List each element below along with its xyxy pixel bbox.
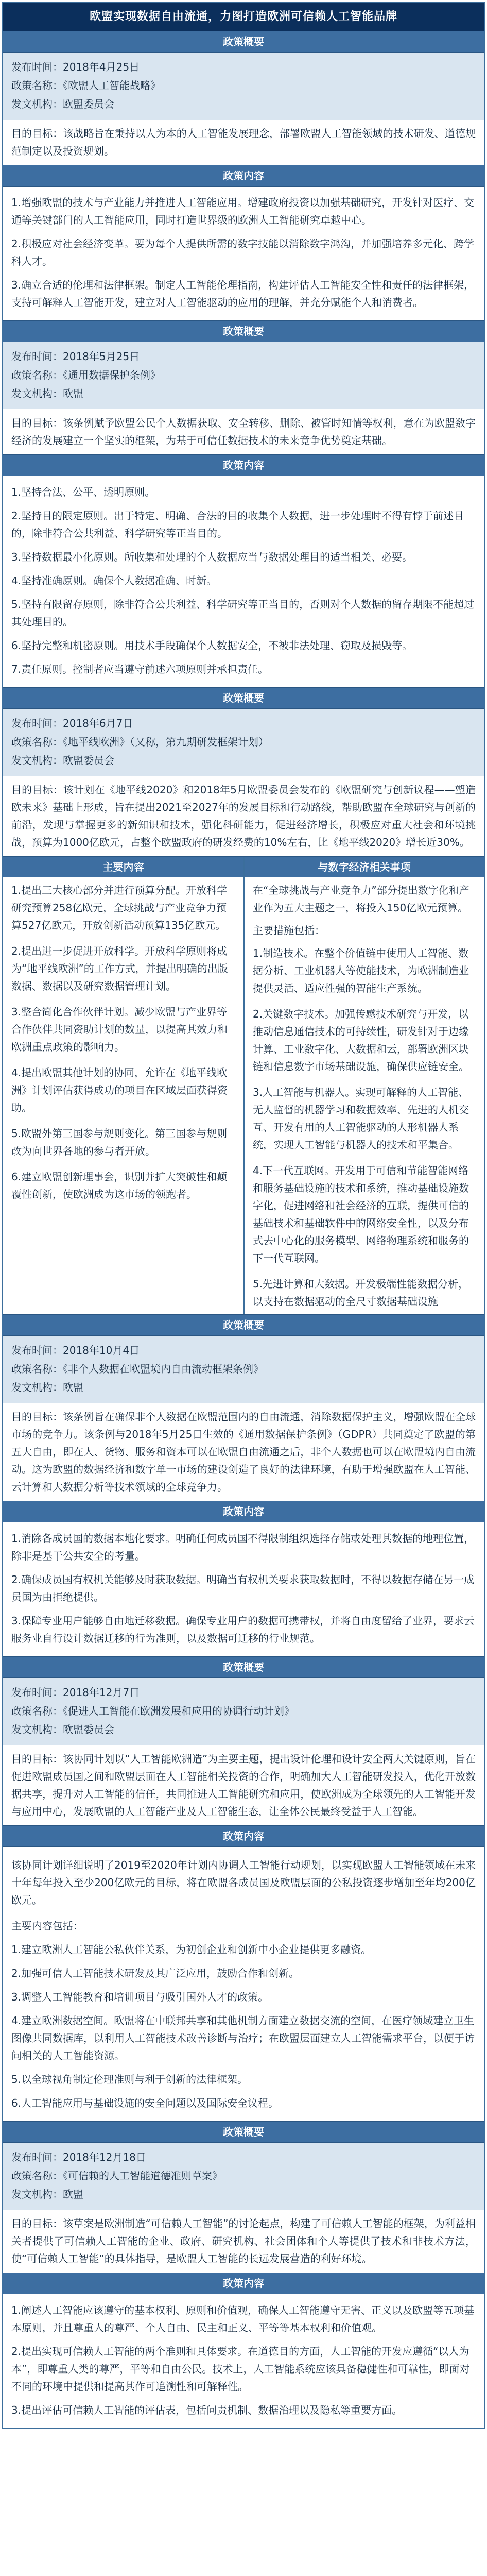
items-label: 主要内容包括： bbox=[11, 1920, 83, 1932]
content-item: 2.确保成员国有权机关能够及时获取数据。明确当有权机关要求获取数据时，不得以数据存储在另一成员国为由拒绝提供。 bbox=[11, 1573, 475, 1603]
policy-meta bbox=[3, 1336, 484, 1403]
issuing-agency: 发文机构：欧盟 bbox=[11, 387, 83, 400]
policy-name: 政策名称：《欧盟人工智能战略》 bbox=[11, 79, 161, 92]
policy-name: 政策名称：《通用数据保护条例》 bbox=[11, 369, 161, 381]
publish-date: 发布时间：2018年12月7日 bbox=[11, 1686, 140, 1699]
plan-detail: 该协同计划详细说明了2019至2020年计划内协调人工智能行动规划，以实现欧盟人工智能领域在未来十年每年投入至少200亿欧元的目标，将在欧盟各成员国及欧盟层面的公私投资逐步增加至年均200亿欧元。 bbox=[11, 1859, 476, 1906]
issuing-agency: 发文机构：欧盟委员会 bbox=[11, 98, 114, 110]
policy-objective: 目的目标：该草案是欧洲制造“可信赖人工智能”的讨论起点，构建了可信赖人工智能的框架，为利益相关者提供了可信赖人工智能的企业、政府、研究机构、社会团体和个人等提供了技术和非技术方法，使“可信赖人工智能”的具体指导，是欧盟人工智能的长远发展营造的利好环境。 bbox=[11, 2217, 476, 2265]
content-item: 2.坚持目的限定原则。出于特定、明确、合法的目的收集个人数据，进一步处理时不得有悖于前述目的，除非符合公共利益、科学研究等正当目的。 bbox=[11, 510, 464, 539]
content-item: 4.坚持准确原则。确保个人数据准确、时新。 bbox=[11, 574, 217, 587]
content-item: 1.坚持合法、公平、透明原则。 bbox=[11, 486, 155, 498]
content-item: 3.调整人工智能教育和培训项目与吸引国外人才的政策。 bbox=[11, 1991, 269, 2003]
digital-economy-intro: 在“全球挑战与产业竞争力”部分提出数字化和产业作为五大主题之一，将投入150亿欧元预算。 bbox=[253, 884, 469, 914]
policy-meta bbox=[3, 1678, 484, 1745]
summary-band-heading: 政策概要 bbox=[3, 320, 484, 342]
content-item: 1.增强欧盟的技术与产业能力并推进人工智能应用。增建政府投资以加强基础研究，开发针对医疗、交通等关键部门的人工智能应用，同时打造世界级的欧洲人工智能研究卓越中心。 bbox=[11, 196, 475, 226]
policy-name: 政策名称：《地平线欧洲》（又称，第九期研发框架计划） bbox=[11, 736, 269, 748]
digital-economy-column bbox=[243, 857, 484, 1314]
content-item: 3.确立合适的伦理和法律框架。制定人工智能伦理指南，构建评估人工智能安全性和责任的法律框架，支持可解释人工智能开发，建立对人工智能驱动的应用的理解，并充分赋能个人和消费者。 bbox=[11, 279, 475, 309]
content-item: 7.责任原则。控制者应当遵守前述六项原则并承担责任。 bbox=[11, 663, 269, 675]
summary-band-heading: 政策概要 bbox=[3, 1314, 484, 1336]
policy-meta bbox=[3, 2143, 484, 2210]
publish-date: 发布时间：2018年6月7日 bbox=[11, 717, 133, 730]
policy-objective: 目的目标：该协同计划以“人工智能欧洲造”为主要主题，提出设计伦理和设计安全两大关键原则，旨在促进欧盟成员国之间和欧盟层面在人工智能相关投资的合作，明确加大人工智能研发投入，优化开放数据共享，提升对人工智能的信任，共同推进人工智能研究和应用，使欧洲成为全球领先的人工智能开发与应用中心，发展欧盟的人工智能产业及人工智能生态，让全体公民最终受益于人工智能。 bbox=[11, 1753, 476, 1818]
content-list bbox=[3, 187, 484, 320]
content-item: 1.提出三大核心部分并进行预算分配。开放科学研究预算258亿欧元，全球挑战与产业竞争力预算527亿欧元，开放创新活动预算135亿欧元。 bbox=[11, 884, 228, 931]
digital-economy-heading: 与数字经济相关事项 bbox=[245, 857, 484, 877]
policy-section bbox=[3, 1314, 484, 1656]
publish-date: 发布时间：2018年10月4日 bbox=[11, 1344, 140, 1357]
measure-item: 5.先进计算和大数据。开发极端性能数据分析，以支持在数据驱动的全尺寸数据基础设施 bbox=[253, 1278, 469, 1308]
policy-objective: 目的目标：该条例旨在确保非个人数据在欧盟范围内的自由流通，消除数据保护主义，增强欧盟在全球市场的竞争力。该条例与2018年5月25日生效的《通用数据保护条例》（GDPR）共同奠定了欧盟的第五大自由，即在人、货物、服务和资本可以在欧盟自由流通之后，非个人数据也可以在欧盟境内自由流动。这为欧盟的数据经济和数字单一市场的建设创造了良好的法律环境，有助于增强欧盟在人工智能、云计算和大数据分析等技术领域的全球竞争力。 bbox=[11, 1411, 476, 1493]
policy-objective: 目的目标：该条例赋予欧盟公民个人数据获取、安全转移、删除、被管时知情等权利，意在为欧盟数字经济的发展建立一个坚实的框架，为基于可信任数据技术的未来竞争优势奠定基础。 bbox=[11, 417, 476, 447]
policy-name: 政策名称：《可信赖的人工智能道德准则草案》 bbox=[11, 2170, 222, 2182]
content-list bbox=[3, 476, 484, 687]
policy-meta bbox=[3, 709, 484, 776]
page-title: 欧盟实现数据自由流通，力图打造欧洲可信赖人工智能品牌 bbox=[3, 3, 484, 31]
content-item: 2.积极应对社会经济变革。要为每个人提供所需的数字技能以消除数字鸿沟，并加强培养多元化、跨学科人才。 bbox=[11, 238, 475, 267]
policy-name: 政策名称：《非个人数据在欧盟境内自由流动框架条例》 bbox=[11, 1363, 264, 1375]
content-item: 5.坚持有限留存原则，除非符合公共利益、科学研究等正当目的，否则对个人数据的留存期限不能超过其处理目的。 bbox=[11, 598, 475, 628]
summary-band-heading: 政策概要 bbox=[3, 687, 484, 709]
summary-band-heading: 政策概要 bbox=[3, 31, 484, 53]
content-band-heading: 政策内容 bbox=[3, 2273, 484, 2294]
content-item: 6.坚持完整和机密原则。用技术手段确保个人数据安全，不被非法处理、窃取及损毁等。 bbox=[11, 639, 413, 652]
content-item: 1.阐述人工智能应该遵守的基本权利、原则和价值观，确保人工智能遵守无害、正义以及欧盟等五项基本原则，并且尊重人的尊严、个人自由、民主和正义、平等等基本权利和价值观。 bbox=[11, 2304, 475, 2334]
content-item: 3.提出评估可信赖人工智能的评估表，包括问责机制、数据治理以及隐私等重要方面。 bbox=[11, 2404, 403, 2416]
content-band-heading: 政策内容 bbox=[3, 454, 484, 476]
content-item: 5.欧盟外第三国参与规则变化。第三国参与规则改为向世界各地的参与者开放。 bbox=[11, 1127, 228, 1157]
content-item: 2.加强可信人工智能技术研发及其广泛应用，鼓励合作和创新。 bbox=[11, 1967, 300, 1979]
policy-section bbox=[3, 2121, 484, 2428]
content-item: 1.消除各成员国的数据本地化要求。明确任何成员国不得限制组织选择存储或处理其数据的地理位置，除非是基于公共安全的考量。 bbox=[11, 1532, 475, 1562]
policy-objective: 目的目标：该战略旨在秉持以人为本的人工智能发展理念，部署欧盟人工智能领域的技术研发、道德规范制定以及投资规划。 bbox=[11, 127, 476, 157]
issuing-agency: 发文机构：欧盟 bbox=[11, 1381, 83, 1394]
policy-infographic bbox=[2, 2, 485, 2429]
content-band-heading: 政策内容 bbox=[3, 1825, 484, 1847]
content-item: 5.以全球视角制定伦理准则与利于创新的法律框架。 bbox=[11, 2073, 248, 2086]
publish-date: 发布时间：2018年4月25日 bbox=[11, 61, 140, 73]
content-list bbox=[3, 1522, 484, 1656]
issuing-agency: 发文机构：欧盟委员会 bbox=[11, 1723, 114, 1736]
content-item: 4.提出欧盟其他计划的协同，允许在《地平线欧洲》计划评估获得成功的项目在区域层面获得资助。 bbox=[11, 1066, 228, 1114]
publish-date: 发布时间：2018年12月18日 bbox=[11, 2151, 146, 2163]
main-content-heading: 主要内容 bbox=[3, 857, 243, 877]
policy-section bbox=[3, 31, 484, 320]
content-item: 1.建立欧洲人工智能公私伙伴关系，为初创企业和创新中小企业提供更多融资。 bbox=[11, 1943, 372, 1956]
publish-date: 发布时间：2018年5月25日 bbox=[11, 350, 140, 363]
measure-item: 1.制造技术。在整个价值链中使用人工智能、数据分析、工业机器人等使能技术，为欧洲制造业提供灵活、适应性强的智能生产系统。 bbox=[253, 947, 469, 994]
policy-objective: 目的目标：该计划在《地平线2020》和2018年5月欧盟委员会发布的《欧盟研究与创新议程——塑造欧未来》基础上形成，旨在提出2021至2027年的发展目标和行动路线，帮助欧盟在全球研究与创新的前沿，发现与掌握更多的新知识和技术，强化科研能力，促进经济增长，积极应对重大社会和环境挑战，预算为1000亿欧元，占整个欧盟政府的研发经费的10%左右，比《地平线2020》增长近30%。 bbox=[11, 784, 476, 849]
issuing-agency: 发文机构：欧盟 bbox=[11, 2188, 83, 2200]
measure-item: 3.人工智能与机器人。实现可解释的人工智能、无人监督的机器学习和数据效率、先进的人机交互、开发有用的人工智能驱动的人形机器人系统，实现人工智能与机器人的技术和平集合。 bbox=[253, 1086, 469, 1151]
content-item: 6.建立欧盟创新理事会，识别并扩大突破性和颠覆性创新，使欧洲成为这市场的领跑者。 bbox=[11, 1171, 228, 1200]
policy-section bbox=[3, 320, 484, 687]
issuing-agency: 发文机构：欧盟委员会 bbox=[11, 754, 114, 767]
content-band-heading: 政策内容 bbox=[3, 1501, 484, 1522]
measure-item: 2.关键数字技术。加强传感技术研究与开发，以推动信息通信技术的可持续性，研发针对于边缘计算、工业数字化、大数据和云，部署欧洲区块链和信息数字市场基础设施，确保供应链安全。 bbox=[253, 1008, 469, 1073]
content-list bbox=[3, 2294, 484, 2428]
policy-section bbox=[3, 687, 484, 1314]
content-item: 4.建立欧洲数据空间。欧盟将在中联邦共享和其他机制方面建立数据交流的空间，在医疗领域建立卫生图像共同数据库，以利用人工智能技术改善诊断与治疗；在欧盟层面建立人工智能需求平台，以便于访问相关的人工智能资源。 bbox=[11, 2014, 475, 2062]
content-item: 2.提出进一步促进开放科学。开放科学原则将成为“地平线欧洲”的工作方式，并提出明确的出版数据、数据以及研究数据管理计划。 bbox=[11, 945, 228, 992]
content-item: 3.保障专业用户能够自由地迁移数据。确保专业用户的数据可携带权，并将自由度留给了业界，要求云服务业自行设计数据迁移的行为准则，以及数据可迁移的行业规范。 bbox=[11, 1615, 475, 1645]
policy-meta bbox=[3, 342, 484, 409]
measures-label: 主要措施包括： bbox=[253, 924, 325, 937]
content-item: 2.提出实现可信赖人工智能的两个准则和具体要求。在道德目的方面，人工智能的开发应遵循“以人为本”，即尊重人类的尊严，平等和自由公民。技术上，人工智能系统应该具备稳健性和可靠性，即面对不同的环境中提供和提高其作可追溯性和可解释性。 bbox=[11, 2345, 470, 2393]
content-band-heading: 政策内容 bbox=[3, 165, 484, 187]
main-content-column bbox=[3, 857, 243, 1314]
policy-meta bbox=[3, 53, 484, 120]
summary-band-heading: 政策概要 bbox=[3, 1656, 484, 1678]
summary-band-heading: 政策概要 bbox=[3, 2121, 484, 2143]
content-list bbox=[3, 1847, 484, 2121]
measure-item: 4.下一代互联网。开发用于可信和节能智能网络和服务基础设施的技术和系统，推动基础设施数字化，促进网络和社会经济的互联，提供可信的基础技术和基础软件中的网络安全性，以及分布式去中心化的服务模型、网络物理系统和服务的下一代互联网。 bbox=[253, 1164, 469, 1264]
two-column-content bbox=[3, 856, 484, 1314]
content-item: 3.坚持数据最小化原则。所收集和处理的个人数据应当与数据处理目的适当相关、必要。 bbox=[11, 551, 413, 563]
content-item: 6.人工智能应用与基础设施的安全问题以及国际安全议程。 bbox=[11, 2097, 279, 2109]
policy-section bbox=[3, 1656, 484, 2121]
content-item: 3.整合简化合作伙伴计划。减少欧盟与产业界等合作伙伴共同资助计划的数量，以提高其效力和欧洲重点政策的影响力。 bbox=[11, 1006, 228, 1053]
policy-name: 政策名称：《促进人工智能在欧洲发展和应用的协调行动计划》 bbox=[11, 1705, 294, 1717]
